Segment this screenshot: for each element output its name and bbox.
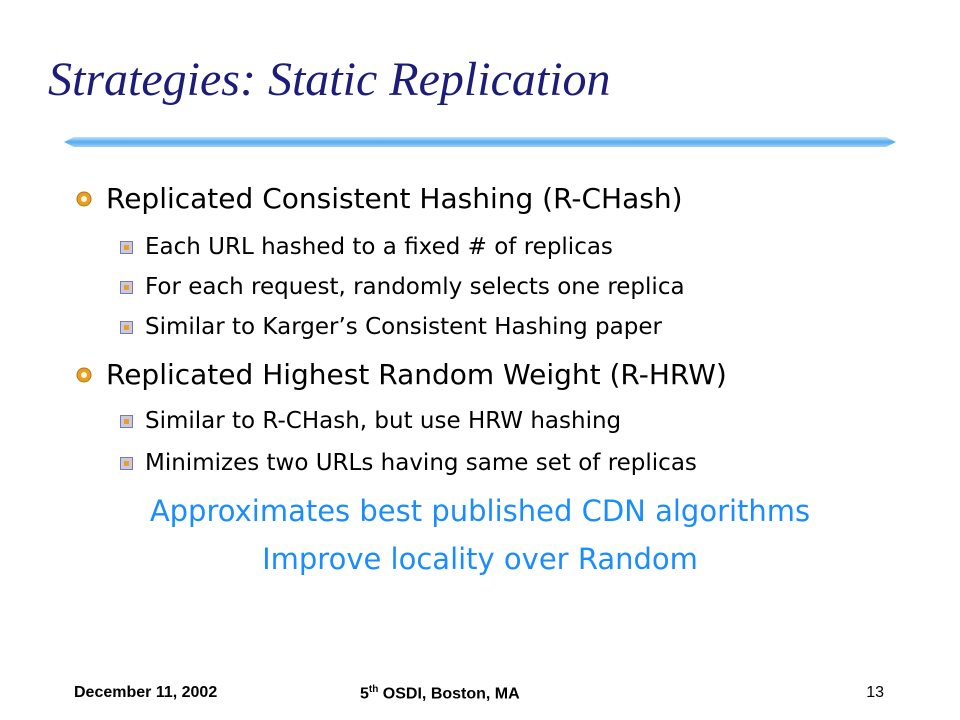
highlight-line: Approximates best published CDN algorithms [149, 494, 811, 528]
slide-title: Strategies: Static Replication [48, 53, 611, 106]
square-bullet-icon [120, 241, 133, 254]
square-bullet-icon [120, 321, 133, 334]
sub-bullet-item [120, 450, 697, 476]
sub-bullet-text: Similar to Karger’s Consistent Hashing paper [145, 314, 662, 340]
sub-bullet-item [120, 408, 621, 434]
sub-bullet-item [120, 274, 685, 300]
sub-bullet-text: Minimizes two URLs having same set of replicas [145, 450, 697, 476]
sub-bullet-text: For each request, randomly selects one replica [145, 274, 685, 300]
footer-conference-number: 5 [360, 685, 369, 703]
title-underline [64, 134, 896, 150]
sub-bullet-text: Each URL hashed to a fixed # of replicas [145, 234, 613, 260]
bullet-text: Replicated Highest Random Weight (R-HRW) [106, 358, 727, 391]
highlight-line: Improve locality over Random [262, 542, 698, 576]
sub-bullet-item [120, 234, 613, 260]
square-bullet-icon [120, 415, 133, 428]
square-bullet-icon [120, 457, 133, 470]
footer-conference-text: OSDI, Boston, MA [378, 685, 520, 703]
footer-conference-suffix: th [368, 684, 379, 695]
footer-conference [360, 684, 520, 703]
bullet-item [76, 182, 683, 215]
sub-bullet-item [120, 314, 662, 340]
page-number: 13 [866, 684, 884, 701]
square-bullet-icon [120, 281, 133, 294]
round-bullet-icon [76, 367, 92, 383]
round-bullet-icon [76, 191, 92, 207]
bullet-text: Replicated Consistent Hashing (R-CHash) [106, 182, 683, 215]
bullet-item [76, 358, 727, 391]
sub-bullet-text: Similar to R-CHash, but use HRW hashing [145, 408, 622, 434]
footer-date: December 11, 2002 [74, 684, 218, 701]
